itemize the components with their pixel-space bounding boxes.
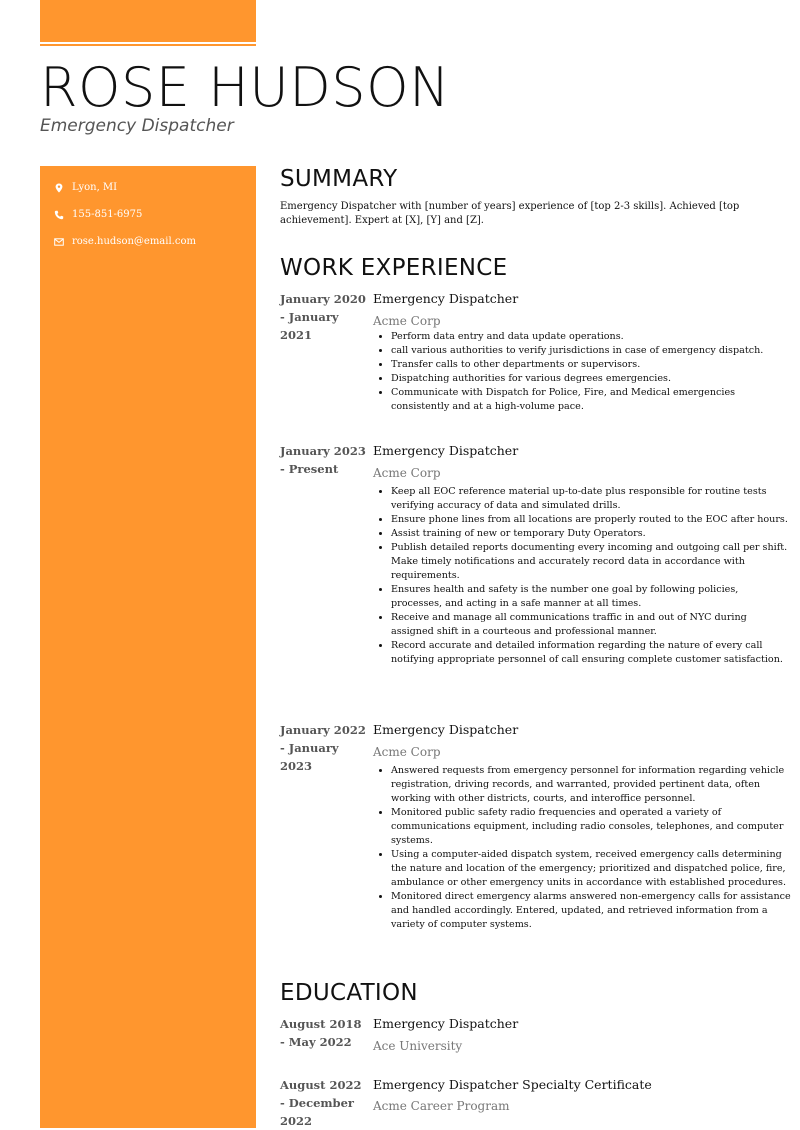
job-bullet: • Receive and manage all communications traffic in and out of NYC during assigned shift in a courteous and professional manner. xyxy=(391,611,791,639)
job-bullet: • Ensures health and safety is the number one goal by following policies, processes, and acting in a safe manner at all times. xyxy=(391,583,791,611)
job-bullet: • Communicate with Dispatch for Police, Fire, and Medical emergencies consistently and at a high-volume pace. xyxy=(391,386,791,414)
education-date: August 2022 - December 2022 xyxy=(280,1078,362,1128)
job-date: January 2022 - January 2023 xyxy=(280,723,366,773)
job-company: Acme Corp xyxy=(373,745,441,759)
job-bullet: • Assist training of new or temporary Duty Operators. xyxy=(391,527,791,541)
education-date: August 2018 - May 2022 xyxy=(280,1017,362,1049)
education-title: Emergency Dispatcher Specialty Certificate xyxy=(373,1077,652,1092)
education-school: Ace University xyxy=(373,1039,463,1053)
candidate-name: ROSE HUDSON xyxy=(40,56,450,119)
summary-heading: SUMMARY xyxy=(280,166,398,192)
contact-email[interactable] xyxy=(54,236,196,247)
education-title: Emergency Dispatcher xyxy=(373,1016,519,1031)
job-title: Emergency Dispatcher xyxy=(373,722,519,737)
phone-icon xyxy=(54,210,64,220)
job-bullet: • call various authorities to verify jurisdictions in case of emergency dispatch. xyxy=(391,344,791,358)
job-bullet: • Answered requests from emergency personnel for information regarding vehicle registration, driving records, and warranted, provided pertinent data, often working with other districts, courts, and interoffice personnel. xyxy=(391,764,791,806)
location-text: Lyon, MI xyxy=(72,182,118,193)
summary-text: Emergency Dispatcher with [number of years] experience of [top 2-3 skills]. Achieved [top achievement]. Expert at [X], [Y] and [Z]. xyxy=(280,201,740,226)
phone-text: 155-851-6975 xyxy=(72,209,143,220)
job-company: Acme Corp xyxy=(373,466,441,480)
contact-sidebar xyxy=(40,166,256,1128)
candidate-role: Emergency Dispatcher xyxy=(40,116,234,136)
job-bullet: • Ensure phone lines from all locations are properly routed to the EOC after hours. xyxy=(391,513,791,527)
job-bullet: • Publish detailed reports documenting every incoming and outgoing call per shift. Make timely notifications and accurately record data in accordance with requirements. xyxy=(391,541,791,583)
job-bullet: • Transfer calls to other departments or supervisors. xyxy=(391,358,791,372)
job-bullet: • Keep all EOC reference material up-to-date plus responsible for routine tests verifying accuracy of data and simulated drills. xyxy=(391,485,791,513)
job-bullets xyxy=(373,330,791,414)
job-bullets xyxy=(373,764,791,932)
job-company: Acme Corp xyxy=(373,314,441,328)
email-text[interactable]: rose.hudson@email.com xyxy=(72,236,196,247)
accent-bar xyxy=(40,0,256,42)
job-bullet: • Record accurate and detailed information regarding the nature of every call notifying appropriate personnel of call ensuring complete customer satisfaction. xyxy=(391,639,791,667)
education-heading: EDUCATION xyxy=(280,980,418,1006)
contact-location xyxy=(54,182,117,193)
experience-heading: WORK EXPERIENCE xyxy=(280,255,508,281)
envelope-icon xyxy=(54,237,64,247)
job-bullet: • Dispatching authorities for various degrees emergencies. xyxy=(391,372,791,386)
map-pin-icon xyxy=(54,183,64,193)
accent-divider xyxy=(40,44,256,46)
job-title: Emergency Dispatcher xyxy=(373,443,519,458)
job-bullets xyxy=(373,485,791,667)
job-bullet: • Using a computer-aided dispatch system, received emergency calls determining the nature and location of the emergency; prioritized and dispatched police, fire, ambulance or other emergency units in accordance with established procedures. xyxy=(391,848,791,890)
job-title: Emergency Dispatcher xyxy=(373,291,519,306)
job-bullet: • Monitored direct emergency alarms answered non-emergency calls for assistance and handled accordingly. Entered, updated, and retrieved information from a variety of computer systems. xyxy=(391,890,791,932)
job-date: January 2020 - January 2021 xyxy=(280,292,366,342)
contact-phone xyxy=(54,209,142,220)
education-school: Acme Career Program xyxy=(373,1099,510,1113)
job-bullet: • Monitored public safety radio frequencies and operated a variety of communications equipment, including radio consoles, telephones, and computer systems. xyxy=(391,806,791,848)
job-bullet: • Perform data entry and data update operations. xyxy=(391,330,791,344)
job-date: January 2023 - Present xyxy=(280,444,366,476)
